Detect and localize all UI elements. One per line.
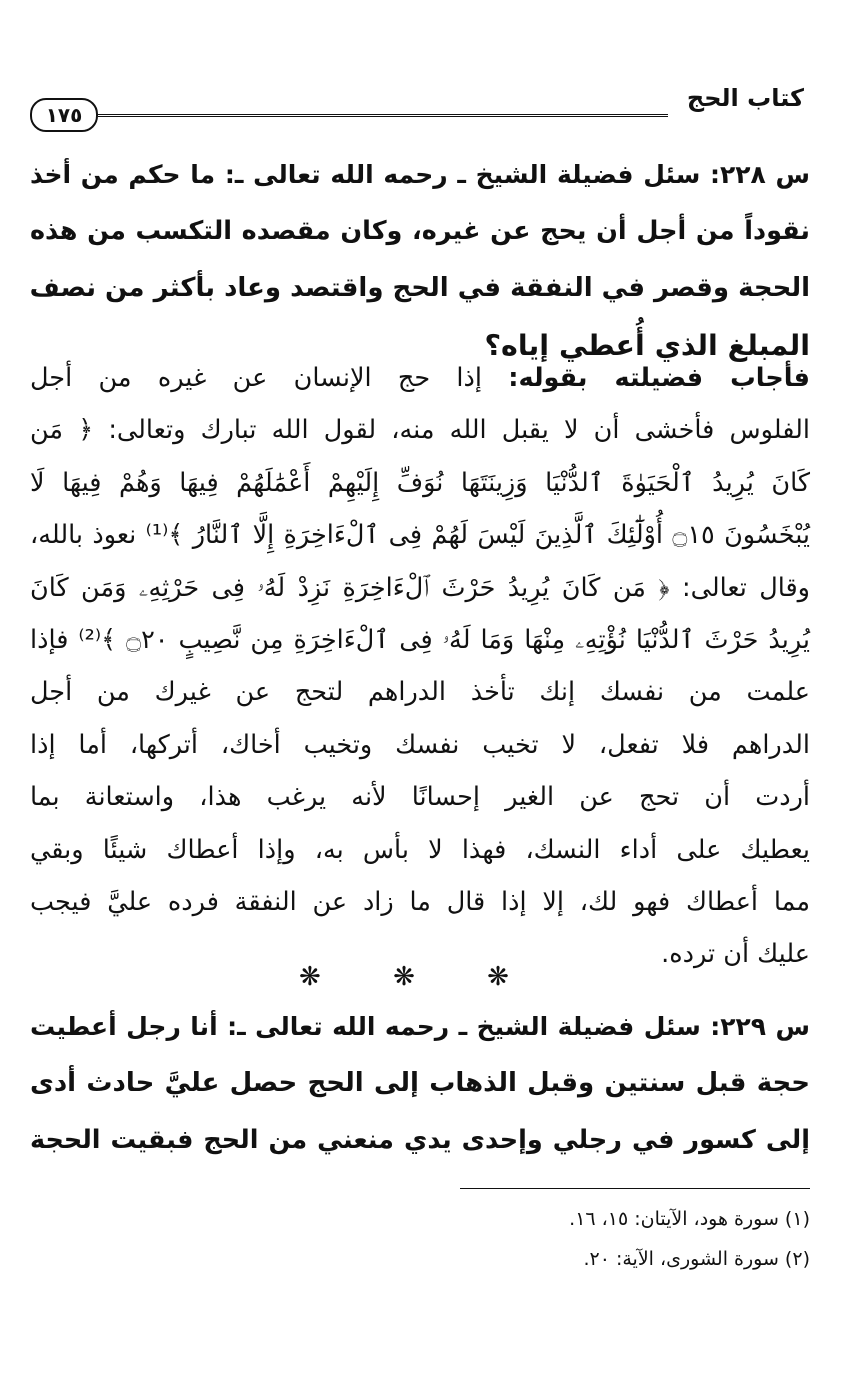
answer-line: فأجاب فضيلته بقوله: إذا حج الإنسان عن غيره من أجل [30, 363, 810, 393]
quran-verse-line: يُرِيدُ حَرْثَ ٱلدُّنْيَا نُؤْتِهِۦ مِنْهَا وَمَا لَهُۥ فِى ٱلْءَاخِرَةِ مِن نَّصِيبٍ ۝٢٠ ﴾⁽²⁾ فإذا [30, 625, 811, 656]
quran-verse-line: كَانَ يُرِيدُ ٱلْحَيَوٰةَ ٱلدُّنْيَا وَزِينَتَهَا نُوَفِّ إِلَيْهِمْ أَعْمَٰلَهُمْ فِيهَا وَهُمْ فِيهَا لَا [30, 467, 810, 498]
answer-line: أردت أن تحج عن الغير إحسانًا لأنه يرغب هذا، واستعانة بما [30, 782, 810, 813]
answer-lead: فأجاب فضيلته بقوله: [508, 363, 810, 393]
running-title: كتاب الحج [686, 84, 804, 112]
quran-verse-line: يُبْخَسُونَ ۝١٥ أُوْلَٰٓئِكَ ٱلَّذِينَ لَيْسَ لَهُمْ فِى ٱلْءَاخِرَةِ إِلَّا ٱلنَّارُ ﴾⁽¹⁾ نعوذ بالله، [30, 520, 810, 551]
page-header [30, 84, 810, 127]
question-line: المبلغ الذي أُعطي إياه؟ [484, 329, 810, 362]
question-228 [30, 146, 810, 374]
question-line: س ٢٢٩: سئل فضيلة الشيخ ـ رحمه الله تعالى ـ: أنا رجل أعطيت [30, 1012, 810, 1041]
answer-line: علمت من نفسك إنك تأخذ الدراهم لتحج عن غيرك من أجل [30, 677, 810, 708]
question-line: نقوداً من أجل أن يحج عن غيره، وكان مقصده التكسب من هذه [30, 216, 810, 246]
header-rule [98, 114, 668, 120]
section-separator: ❋ ❋ ❋ [299, 962, 541, 992]
page-number: ١٧٥ [30, 98, 98, 132]
footnote-1: (١) سورة هود، الآيتان: ١٥، ١٦. [569, 1208, 810, 1230]
question-line: إلى كسور في رجلي وإحدى يدي منعني من الحج فبقيت الحجة [30, 1125, 810, 1155]
question-line: الحجة وقصر في النفقة في الحج واقتصد وعاد بأكثر من نصف [29, 273, 810, 303]
answer-line: عليك أن ترده. [661, 939, 810, 970]
answer-line: الفلوس فأخشى أن لا يقبل الله منه، لقول الله تبارك وتعالى: ﴿ مَن [30, 415, 810, 446]
answer-228 [30, 352, 810, 981]
answer-line: الدراهم فلا تفعل، لا تخيب نفسك وتخيب أخاك، أتركها، أما إذا [30, 729, 810, 760]
question-229 [30, 998, 810, 1169]
answer-line: مما أعطاك فهو لك، إلا إذا قال ما زاد عن النفقة فرده عليَّ فيجب [30, 887, 810, 918]
question-line: حجة قبل سنتين وقبل الذهاب إلى الحج حصل عليَّ حادث أدى [30, 1068, 810, 1098]
footnote-rule [460, 1188, 810, 1189]
answer-line: يعطيك على أداء النسك، فهذا لا بأس به، وإذا أعطاك شيئًا وبقي [30, 834, 810, 865]
book-page [30, 0, 810, 1376]
footnote-2: (٢) سورة الشورى، الآية: ٢٠. [583, 1248, 810, 1270]
question-line: س ٢٢٨: سئل فضيلة الشيخ ـ رحمه الله تعالى ـ: ما حكم من أخذ [30, 160, 811, 189]
quran-verse-line: وقال تعالى: ﴿ مَن كَانَ يُرِيدُ حَرْثَ ٱلْءَاخِرَةِ نَزِدْ لَهُۥ فِى حَرْثِهِۦ وَمَن كَانَ [30, 572, 810, 603]
